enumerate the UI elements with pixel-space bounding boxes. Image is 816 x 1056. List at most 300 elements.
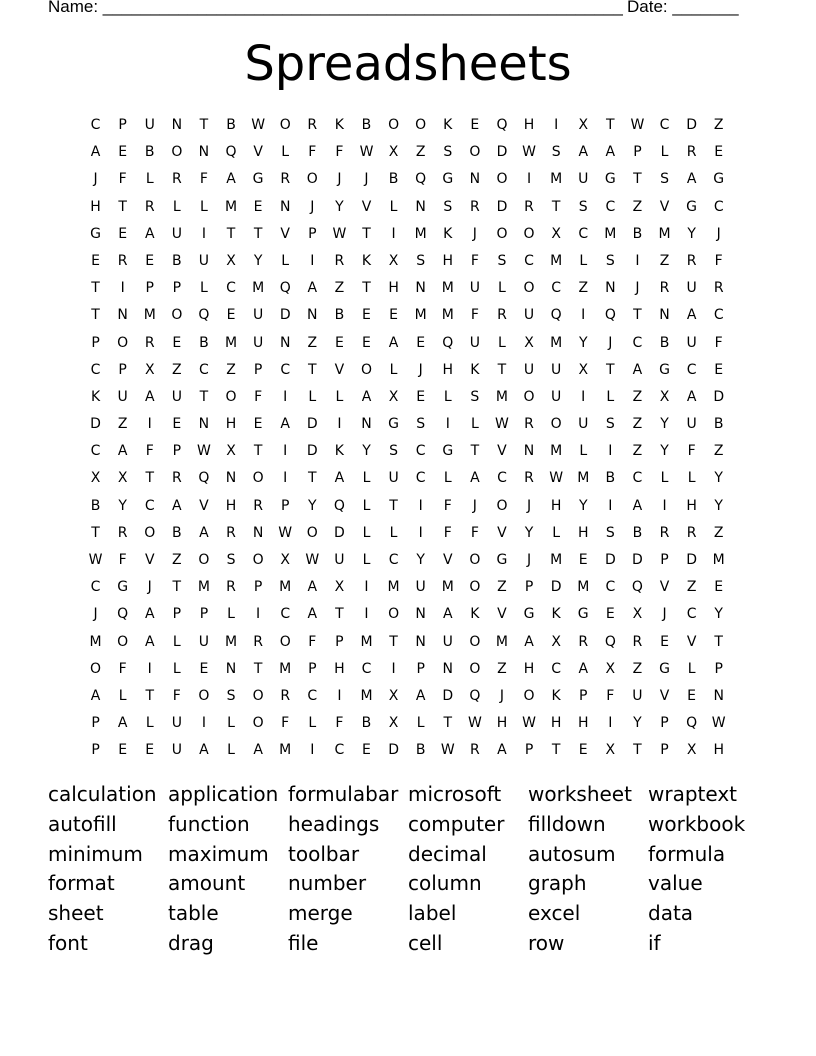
grid-letter: T <box>389 497 398 514</box>
grid-row <box>82 630 742 657</box>
grid-letter: L <box>687 660 696 677</box>
grid-letter: Y <box>578 334 588 351</box>
grid-letter: G <box>659 361 670 378</box>
grid-row <box>82 249 742 276</box>
grid-letter: B <box>605 470 616 487</box>
grid-letter: O <box>90 660 102 677</box>
grid-letter: V <box>144 552 155 568</box>
grid-letter: E <box>687 687 697 704</box>
grid-letter: C <box>307 687 318 704</box>
grid-letter: U <box>551 361 562 378</box>
grid-letter: Z <box>632 388 643 405</box>
grid-letter: Q <box>686 715 698 732</box>
grid-letter: J <box>526 497 532 514</box>
grid-letter: L <box>389 198 398 215</box>
grid-letter: L <box>389 524 398 541</box>
grid-letter: U <box>334 552 345 568</box>
grid-letter: I <box>147 660 152 677</box>
grid-letter: A <box>226 171 236 188</box>
grid-row <box>82 521 742 548</box>
grid-letter: L <box>660 144 669 161</box>
grid-letter: S <box>497 252 507 269</box>
grid-letter: C <box>713 307 724 324</box>
grid-letter: Q <box>604 307 616 324</box>
grid-letter: V <box>659 198 670 215</box>
grid-letter: E <box>118 144 128 161</box>
word-bank-item: label <box>408 901 457 926</box>
grid-letter: A <box>144 633 155 650</box>
grid-letter: Z <box>713 117 724 133</box>
grid-letter: D <box>334 524 345 541</box>
word-bank-item: amount <box>168 871 246 896</box>
word-bank-item: merge <box>288 901 353 926</box>
grid-letter: U <box>578 416 589 433</box>
grid-letter: A <box>442 606 453 623</box>
grid-letter: B <box>659 334 670 351</box>
grid-letter: M <box>550 334 563 351</box>
grid-row <box>82 412 742 439</box>
grid-letter: X <box>388 252 399 269</box>
grid-letter: N <box>415 606 426 623</box>
grid-letter: B <box>172 252 182 269</box>
grid-letter: V <box>253 144 263 161</box>
grid-letter: F <box>254 388 263 405</box>
grid-letter: F <box>443 497 452 514</box>
grid-letter: M <box>414 225 427 242</box>
grid-letter: E <box>145 252 155 269</box>
grid-letter: L <box>308 715 317 732</box>
grid-letter: D <box>632 552 643 568</box>
grid-row <box>82 494 742 521</box>
grid-letter: T <box>551 198 561 215</box>
word-bank-item: function <box>168 811 250 836</box>
grid-letter: L <box>281 144 290 161</box>
word-bank <box>48 780 788 959</box>
grid-letter: Y <box>633 715 642 732</box>
grid-letter: D <box>388 742 399 759</box>
grid-letter: T <box>362 225 371 242</box>
grid-letter: H <box>334 660 345 677</box>
grid-letter: P <box>660 715 669 732</box>
grid-letter: P <box>91 334 100 351</box>
grid-letter: A <box>307 280 318 297</box>
grid-letter: P <box>308 225 317 242</box>
grid-letter: I <box>445 416 450 433</box>
grid-letter: M <box>279 742 292 759</box>
grid-letter: V <box>497 443 507 460</box>
grid-row <box>82 113 742 140</box>
grid-letter: C <box>280 606 291 623</box>
grid-letter: L <box>362 470 371 487</box>
grid-letter: T <box>633 742 642 759</box>
grid-letter: F <box>687 443 696 460</box>
grid-letter: P <box>633 144 642 161</box>
grid-letter: N <box>415 198 426 215</box>
grid-letter: T <box>606 117 615 133</box>
grid-letter: U <box>686 416 697 433</box>
grid-letter: P <box>280 497 290 514</box>
grid-letter: L <box>172 633 181 650</box>
grid-letter: R <box>226 579 236 596</box>
word-bank-item: row <box>528 930 565 955</box>
grid-letter: L <box>172 198 181 215</box>
grid-letter: J <box>93 606 98 623</box>
grid-letter: A <box>172 497 182 514</box>
grid-letter: C <box>199 361 209 378</box>
word-bank-item: format <box>48 871 115 896</box>
grid-letter: U <box>578 171 589 188</box>
grid-letter: W <box>549 470 564 487</box>
grid-letter: U <box>171 388 182 405</box>
grid-letter: P <box>524 742 534 759</box>
grid-letter: E <box>578 552 588 568</box>
grid-letter: L <box>308 388 317 405</box>
grid-letter: Y <box>335 198 344 215</box>
grid-letter: X <box>578 361 589 378</box>
grid-letter: I <box>147 416 152 433</box>
grid-letter: W <box>332 225 347 242</box>
grid-letter: T <box>253 443 263 460</box>
grid-letter: O <box>252 470 264 487</box>
grid-letter: Z <box>632 198 643 215</box>
grid-letter: N <box>171 117 183 133</box>
grid-letter: Y <box>308 497 317 514</box>
grid-letter: N <box>279 198 291 215</box>
grid-letter: R <box>171 171 182 188</box>
grid-letter: T <box>497 361 507 378</box>
grid-letter: S <box>470 388 480 405</box>
grid-letter: X <box>388 715 399 732</box>
grid-letter: A <box>686 388 697 405</box>
grid-letter: L <box>145 715 154 732</box>
word-bank-item: if <box>648 930 661 955</box>
grid-letter: T <box>199 117 209 133</box>
grid-letter: M <box>441 307 454 324</box>
grid-letter: P <box>118 361 127 378</box>
grid-letter: W <box>630 117 645 133</box>
grid-letter: B <box>361 715 372 732</box>
word-bank-item: excel <box>528 901 581 926</box>
grid-letter: M <box>143 307 156 324</box>
grid-letter: W <box>278 524 293 541</box>
grid-letter: N <box>605 280 616 297</box>
grid-letter: I <box>608 497 613 514</box>
grid-letter: A <box>415 687 426 704</box>
grid-letter: Y <box>524 524 534 541</box>
grid-letter: U <box>198 633 210 650</box>
grid-letter: T <box>145 470 155 487</box>
grid-letter: G <box>659 660 670 677</box>
word-bank-item: data <box>648 901 694 926</box>
grid-row <box>82 684 742 711</box>
grid-letter: W <box>522 144 536 161</box>
grid-letter: T <box>145 687 155 704</box>
grid-letter: I <box>662 497 667 514</box>
grid-letter: C <box>90 361 101 378</box>
grid-letter: P <box>118 117 127 133</box>
word-bank-item: formulabar <box>288 782 399 806</box>
grid-letter: V <box>442 552 453 568</box>
grid-letter: T <box>308 470 317 487</box>
grid-letter: R <box>307 117 318 133</box>
grid-letter: U <box>198 252 210 269</box>
grid-letter: Y <box>714 606 723 623</box>
grid-letter: N <box>415 633 426 650</box>
grid-letter: P <box>714 660 723 677</box>
grid-letter: O <box>496 225 508 242</box>
grid-letter: M <box>387 579 400 596</box>
grid-letter: E <box>362 334 371 351</box>
grid-letter: H <box>523 117 535 133</box>
grid-letter: J <box>472 225 477 242</box>
word-bank-item: sheet <box>48 901 104 926</box>
grid-letter: F <box>118 660 127 677</box>
grid-letter: K <box>551 606 561 623</box>
grid-letter: D <box>550 579 562 596</box>
grid-letter: A <box>90 144 101 161</box>
grid-letter: U <box>523 361 535 378</box>
grid-letter: C <box>551 660 562 677</box>
grid-letter: I <box>418 524 423 541</box>
grid-letter: Y <box>660 416 669 433</box>
grid-letter: M <box>414 307 427 324</box>
grid-letter: N <box>361 416 372 433</box>
grid-letter: J <box>418 361 423 378</box>
grid-letter: N <box>415 280 426 297</box>
grid-letter: O <box>469 660 481 677</box>
grid-letter: L <box>552 524 561 541</box>
grid-letter: A <box>686 307 697 324</box>
grid-letter: R <box>144 198 155 215</box>
grid-letter: G <box>523 606 535 623</box>
grid-letter: S <box>443 198 453 215</box>
grid-letter: A <box>632 497 643 514</box>
grid-letter: C <box>713 198 724 215</box>
grid-letter: U <box>686 334 697 351</box>
grid-row <box>82 657 742 684</box>
grid-letter: I <box>608 715 613 732</box>
grid-letter: I <box>283 443 288 460</box>
grid-letter: G <box>90 225 101 242</box>
grid-letter: I <box>581 388 586 405</box>
grid-letter: R <box>253 633 263 650</box>
grid-letter: F <box>606 687 615 704</box>
grid-letter: B <box>144 144 155 161</box>
grid-letter: T <box>199 388 209 405</box>
grid-letter: C <box>632 334 643 351</box>
grid-letter: M <box>441 280 454 297</box>
grid-letter: O <box>388 117 400 133</box>
grid-letter: R <box>632 633 643 650</box>
grid-letter: S <box>578 198 588 215</box>
grid-letter: E <box>226 307 236 324</box>
grid-letter: H <box>225 416 237 433</box>
grid-letter: H <box>388 280 399 297</box>
grid-letter: Z <box>334 280 345 297</box>
grid-letter: P <box>335 633 344 650</box>
grid-letter: X <box>605 660 616 677</box>
grid-letter: O <box>252 552 264 568</box>
grid-letter: D <box>306 443 318 460</box>
grid-letter: X <box>605 742 616 759</box>
grid-letter: P <box>308 660 317 677</box>
grid-letter: Z <box>713 524 724 541</box>
grid-letter: O <box>171 307 183 324</box>
grid-letter: V <box>659 579 670 596</box>
grid-letter: A <box>632 361 643 378</box>
grid-letter: Q <box>415 171 427 188</box>
grid-letter: J <box>147 579 152 596</box>
grid-row <box>82 575 742 602</box>
word-bank-item: drag <box>168 930 214 955</box>
grid-letter: T <box>551 742 561 759</box>
grid-letter: Q <box>604 633 616 650</box>
grid-letter: B <box>334 307 345 324</box>
grid-letter: Z <box>632 416 643 433</box>
grid-letter: C <box>415 443 426 460</box>
grid-letter: L <box>579 252 588 269</box>
grid-letter: D <box>496 198 508 215</box>
grid-letter: U <box>415 579 426 596</box>
grid-letter: Y <box>687 225 696 242</box>
grid-letter: C <box>90 443 101 460</box>
grid-letter: Y <box>578 497 588 514</box>
grid-row <box>82 466 742 493</box>
grid-letter: E <box>145 742 155 759</box>
grid-letter: U <box>252 334 264 351</box>
grid-letter: S <box>226 687 236 704</box>
grid-letter: U <box>388 470 399 487</box>
grid-letter: G <box>686 198 698 215</box>
grid-letter: E <box>470 117 480 133</box>
grid-row <box>82 385 742 412</box>
grid-letter: B <box>226 117 236 133</box>
grid-letter: E <box>253 198 263 215</box>
grid-letter: L <box>227 742 235 759</box>
grid-letter: A <box>524 633 534 650</box>
grid-letter: U <box>523 307 535 324</box>
grid-letter: L <box>606 388 615 405</box>
grid-letter: D <box>279 307 291 324</box>
grid-letter: O <box>496 171 508 188</box>
word-bank-item: worksheet <box>528 782 632 806</box>
grid-letter: D <box>496 144 508 161</box>
grid-letter: E <box>334 334 344 351</box>
grid-letter: L <box>416 715 425 732</box>
grid-letter: N <box>225 470 237 487</box>
grid-letter: T <box>470 443 480 460</box>
grid-letter: X <box>659 388 670 405</box>
grid-letter: I <box>635 252 640 269</box>
word-bank-item: maximum <box>168 841 269 866</box>
grid-letter: K <box>443 225 453 242</box>
grid-letter: W <box>522 715 536 732</box>
grid-letter: X <box>632 606 643 623</box>
grid-letter: W <box>467 715 482 732</box>
grid-letter: Z <box>659 252 670 269</box>
grid-letter: M <box>224 198 238 215</box>
grid-letter: L <box>362 552 371 568</box>
word-bank-item: column <box>408 871 482 896</box>
grid-letter: A <box>253 742 263 759</box>
grid-letter: K <box>334 117 344 133</box>
grid-letter: A <box>361 388 372 405</box>
grid-letter: Z <box>497 579 507 596</box>
grid-letter: F <box>281 715 290 732</box>
grid-letter: K <box>551 687 561 704</box>
grid-letter: Q <box>198 470 210 487</box>
grid-letter: A <box>497 742 507 759</box>
grid-letter: A <box>307 606 318 623</box>
grid-letter: I <box>337 416 342 433</box>
grid-letter: O <box>496 497 508 514</box>
grid-letter: S <box>226 552 236 568</box>
grid-letter: A <box>307 579 318 596</box>
grid-letter: F <box>118 171 127 188</box>
grid-letter: T <box>362 280 371 297</box>
grid-letter: L <box>200 198 208 215</box>
grid-letter: A <box>144 606 155 623</box>
grid-letter: M <box>279 579 292 596</box>
grid-letter: V <box>497 524 507 541</box>
grid-letter: M <box>89 633 102 650</box>
word-bank-item: wraptext <box>648 782 738 806</box>
grid-letter: Y <box>416 552 425 568</box>
grid-letter: R <box>686 144 697 161</box>
grid-letter: R <box>686 524 697 541</box>
grid-letter: Y <box>714 470 723 487</box>
word-bank-item: minimum <box>48 841 143 866</box>
grid-letter: J <box>635 280 640 297</box>
grid-letter: R <box>659 524 670 541</box>
grid-letter: L <box>470 416 479 433</box>
grid-letter: D <box>686 117 697 133</box>
grid-letter: I <box>201 715 206 732</box>
grid-letter: W <box>495 416 509 433</box>
grid-letter: L <box>389 361 398 378</box>
grid-letter: B <box>415 742 426 759</box>
grid-letter: O <box>306 171 318 188</box>
grid-letter: R <box>144 334 155 351</box>
grid-letter: U <box>171 715 182 732</box>
grid-letter: N <box>198 416 210 433</box>
grid-letter: G <box>388 416 399 433</box>
grid-letter: F <box>714 334 723 351</box>
grid-letter: B <box>172 524 182 541</box>
grid-letter: X <box>226 443 236 460</box>
grid-letter: G <box>442 171 454 188</box>
grid-letter: I <box>256 606 261 623</box>
grid-letter: L <box>281 252 290 269</box>
grid-letter: G <box>577 606 589 623</box>
grid-letter: Z <box>632 443 643 460</box>
word-bank-item: formula <box>648 841 726 866</box>
word-bank-item: computer <box>408 811 505 836</box>
grid-letter: J <box>608 334 613 351</box>
grid-letter: X <box>388 144 399 161</box>
grid-row <box>82 167 742 194</box>
grid-letter: L <box>362 497 371 514</box>
word-bank-item: microsoft <box>408 782 502 806</box>
word-bank-item: cell <box>408 930 443 955</box>
grid-letter: I <box>526 171 532 188</box>
grid-letter: V <box>497 606 507 623</box>
grid-letter: C <box>659 117 670 133</box>
grid-letter: O <box>469 552 481 568</box>
grid-letter: X <box>524 334 534 351</box>
grid-letter: X <box>280 552 290 568</box>
grid-letter: J <box>716 225 721 242</box>
